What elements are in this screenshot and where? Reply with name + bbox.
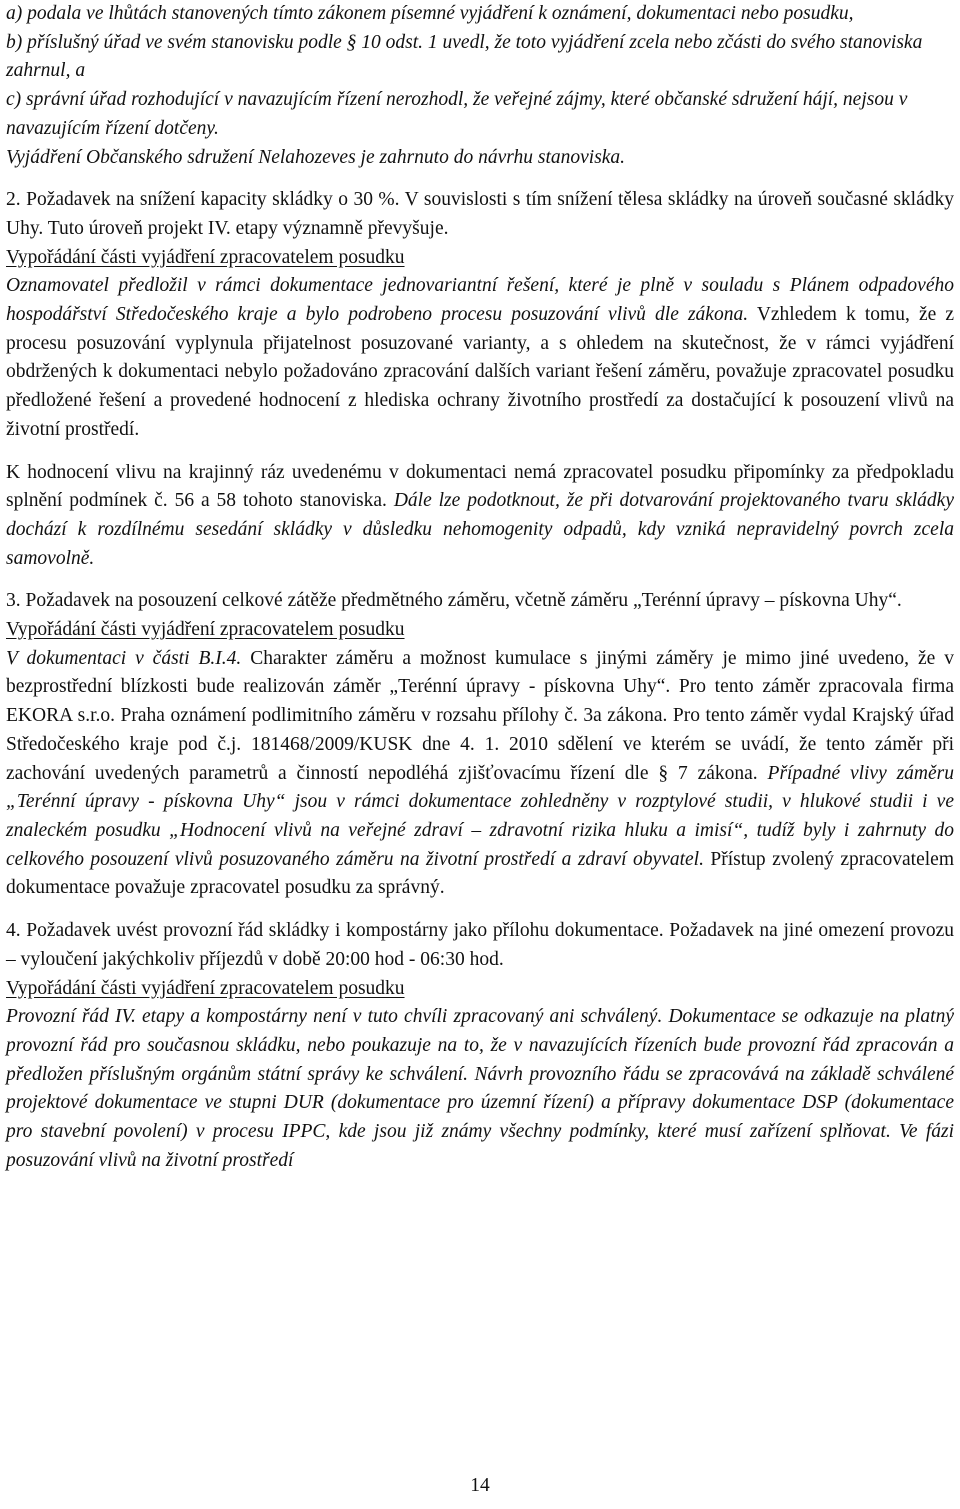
requirement-4: 4. Požadavek uvést provozní řád skládky i kompostárny jako přílohu dokumentace. Požadavek na jiné omezení provozu – vyloučení jakýchkoliv příjezdů v době 20:00 hod - 06:30 hod. [6,920,954,970]
requirement-2: 2. Požadavek na snížení kapacity skládky o 30 %. V souvislosti s tím snížení tělesa skládky na úroveň současné skládky Uhy. Tuto úroveň projekt IV. etapy významně převyšuje. [6,189,954,239]
section-2-heading: Vypořádání části vyjádření zpracovatelem posudku [6,246,405,268]
section-2-para-1 [6,272,954,444]
section-3-heading: Vypořádání části vyjádření zpracovatelem posudku [6,619,405,641]
section-2-para-1-italic: Oznamovatel předložil v rámci dokumentace jednovariantní řešení, které je plně v souladu s Plánem odpadového hospodářství Středočeského kraje a bylo podrobeno procesu posuzování vlivů dle zákona. [6,275,954,326]
section-4-para-1: Provozní řád IV. etapy a kompostárny není v tuto chvíli zpracovaný ani schválený. Dokumentace se odkazuje na platný provozní řád pro současnou skládku, nebo poukazuje na to, že v navazujících řízeních bude provozní řád zpracován a předložen příslušným orgánům státní správy ke schválení. Návrh provozního řádu se zpracovává na základě schválené projektové dokumentace ve stupni DUR (dokumentace pro územní řízení) a přípravy dokumentace DSP (dokumentace pro stavební povolení) v procesu IPPC, kde jsou již známy všechny podmínky, které musí zařízení splňovat. Ve fázi posuzování vlivů na životní prostředí [6,1006,954,1171]
section-2-para-2-italic: Dále lze podotknout, že při dotvarování projektovaného tvaru skládky dochází k rozdílnému sesedání skládky v důsledku nehomogenity odpadů, kdy vzniká nepravidelný povrch zcela samovolně. [6,490,954,569]
intro-item-a: a) podala ve lhůtách stanovených tímto zákonem písemné vyjádření k oznámení, dokumentaci nebo posudku, [6,3,854,24]
intro-item-b: b) příslušný úřad ve svém stanovisku podle § 10 odst. 1 uvedl, že toto vyjádření zcela nebo zčásti do svého stanoviska zahrnul, a [6,31,923,82]
section-3-para-1 [6,645,954,903]
section-2-para-2 [6,459,954,574]
section-3-para-1-italic-a: V dokumentaci v části B.I.4. [6,647,242,669]
section-3-para-1-normal-a: Charakter záměru a možnost kumulace s jinými záměry je mimo jiné uvedeno, že v bezprostřední blízkosti bude realizován záměr „Terénní úpravy - pískovna Uhy“. Pro tento záměr zpracovala firma EKORA s.r.o. Praha oznámení podlimitního záměru v rozsahu přílohy č. 3a zákona. Pro tento záměr vydal Krajský úřad Středočeského kraje pod č.j. 181468/2009/KUSK dne 4. 1. 2010 sdělení ve kterém se uvádí, že tento záměr při zachování uvedených parametrů a činností nepodléhá zjišťovacímu řízení dle § 7 zákona. [6,647,954,784]
requirement-3: 3. Požadavek na posouzení celkové zátěže předmětného záměru, včetně záměru „Terénní úpravy – pískovna Uhy“. [6,590,902,612]
page-number: 14 [470,1475,490,1496]
section-3-para-1-italic-b: Případné vlivy záměru „Terénní úpravy - pískovna Uhy“ jsou v rámci dokumentace zohledněny v rozptylové studii, v hlukové studii i ve znaleckém posudku „Hodnocení vlivů na veřejné zdraví – zdravotní rizika hluku a imisí“, tudíž byly i zahrnuty do celkového posouzení vlivů posuzovaného záměru na životní prostředí a zdraví obyvatel. [6,762,954,870]
section-4-heading: Vypořádání části vyjádření zpracovatelem posudku [6,977,405,999]
intro-note: Vyjádření Občanského sdružení Nelahozeves je zahrnuto do návrhu stanoviska. [6,146,626,168]
intro-item-c: c) správní úřad rozhodující v navazujícím řízení nerozhodl, že veřejné zájmy, které občanské sdružení hájí, nejsou v navazujícím řízení dotčeny. [6,89,908,139]
section-3-para-1-normal-b: Přístup zvolený zpracovatelem dokumentace považuje zpracovatel posudku za správný. [6,848,954,899]
section-2-para-2-normal: K hodnocení vlivu na krajinný ráz uvedenému v dokumentaci nemá zpracovatel posudku připomínky za předpokladu splnění podmínek č. 56 a 58 tohoto stanoviska. [6,461,954,512]
section-2-para-1-normal: Vzhledem k tomu, že z procesu posuzování vyplynula přijatelnost posuzované varianty, a s ohledem na skutečnost, že v rámci vyjádření obdržených k dokumentaci nebylo požadováno zpracování dalších variant řešení záměru, považuje zpracovatel posudku předložené řešení a provedené hodnocení z hlediska ochrany životního prostředí za dostačující k posouzení vlivů na životní prostředí. [6,304,954,440]
document-page [6,0,954,1175]
